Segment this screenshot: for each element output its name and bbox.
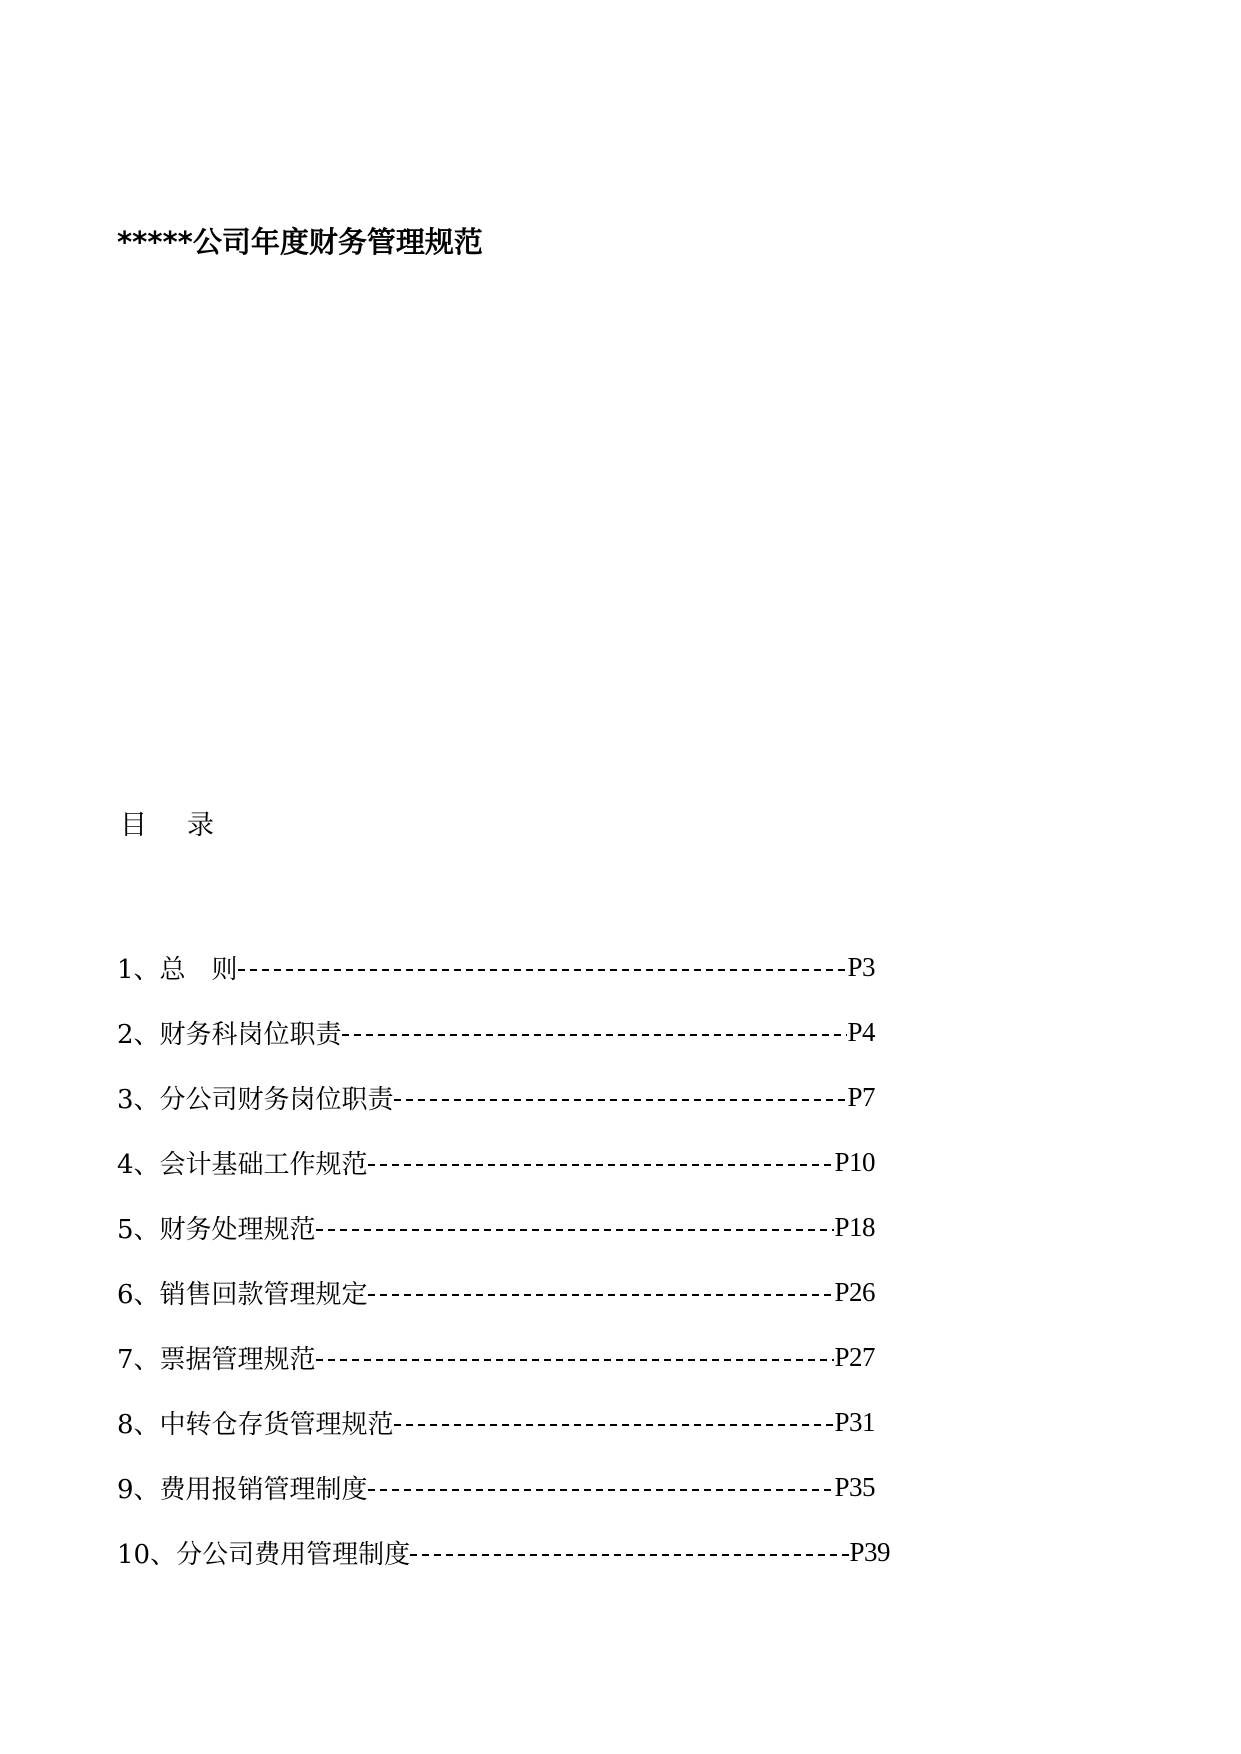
toc-entry-number: 10、 bbox=[117, 1540, 177, 1570]
toc-entry-3[interactable] bbox=[117, 1065, 890, 1130]
dot-leader bbox=[316, 1229, 835, 1231]
dot-leader bbox=[368, 1164, 835, 1166]
dot-leader bbox=[238, 969, 848, 971]
toc-entry-page: P7 bbox=[847, 1082, 875, 1112]
toc-entry-title: 财务处理规范 bbox=[159, 1215, 316, 1245]
toc-entry-title: 分公司财务岗位职责 bbox=[159, 1085, 394, 1115]
toc-entry-title: 分公司费用管理制度 bbox=[176, 1540, 411, 1570]
toc-entry-number: 1、 bbox=[117, 955, 160, 985]
toc-entry-title: 中转仓存货管理规范 bbox=[159, 1410, 394, 1440]
document-title: *****公司年度财务管理规范 bbox=[117, 225, 483, 259]
toc-entry-7[interactable] bbox=[117, 1325, 890, 1390]
table-of-contents bbox=[117, 935, 890, 1585]
toc-entry-number: 9、 bbox=[117, 1475, 160, 1505]
toc-entry-page: P35 bbox=[834, 1472, 875, 1502]
dot-leader bbox=[342, 1034, 848, 1036]
toc-entry-number: 5、 bbox=[117, 1215, 160, 1245]
toc-entry-title: 总 则 bbox=[159, 955, 238, 985]
toc-entry-title: 销售回款管理规定 bbox=[159, 1280, 368, 1310]
toc-entry-page: P4 bbox=[847, 1017, 875, 1047]
toc-entry-number: 6、 bbox=[117, 1280, 160, 1310]
toc-entry-2[interactable] bbox=[117, 1000, 890, 1065]
dot-leader bbox=[394, 1424, 835, 1426]
toc-entry-1[interactable] bbox=[117, 935, 890, 1000]
toc-entry-number: 3、 bbox=[117, 1085, 160, 1115]
toc-entry-6[interactable] bbox=[117, 1260, 890, 1325]
toc-entry-5[interactable] bbox=[117, 1195, 890, 1260]
toc-entry-10[interactable] bbox=[117, 1520, 890, 1585]
dot-leader bbox=[368, 1489, 835, 1491]
toc-entry-page: P39 bbox=[849, 1537, 890, 1567]
toc-entry-number: 2、 bbox=[117, 1020, 160, 1050]
toc-heading-char-2: 录 bbox=[187, 810, 214, 841]
toc-entry-number: 8、 bbox=[117, 1410, 160, 1440]
toc-entry-title: 票据管理规范 bbox=[159, 1345, 316, 1375]
toc-heading-char-1: 目 bbox=[120, 810, 147, 841]
toc-entry-page: P10 bbox=[834, 1147, 875, 1177]
dot-leader bbox=[316, 1359, 835, 1361]
toc-entry-page: P31 bbox=[834, 1407, 875, 1437]
toc-entry-page: P18 bbox=[834, 1212, 875, 1242]
dot-leader bbox=[410, 1554, 849, 1556]
toc-entry-page: P27 bbox=[834, 1342, 875, 1372]
toc-entry-number: 4、 bbox=[117, 1150, 160, 1180]
toc-entry-4[interactable] bbox=[117, 1130, 890, 1195]
toc-entry-8[interactable] bbox=[117, 1390, 890, 1455]
toc-heading bbox=[120, 808, 214, 844]
toc-entry-page: P3 bbox=[847, 952, 875, 982]
toc-entry-9[interactable] bbox=[117, 1455, 890, 1520]
toc-entry-number: 7、 bbox=[117, 1345, 160, 1375]
toc-entry-page: P26 bbox=[834, 1277, 875, 1307]
toc-entry-title: 费用报销管理制度 bbox=[159, 1475, 368, 1505]
toc-entry-title: 财务科岗位职责 bbox=[159, 1020, 342, 1050]
toc-entry-title: 会计基础工作规范 bbox=[159, 1150, 368, 1180]
dot-leader bbox=[394, 1099, 848, 1101]
dot-leader bbox=[368, 1294, 835, 1296]
